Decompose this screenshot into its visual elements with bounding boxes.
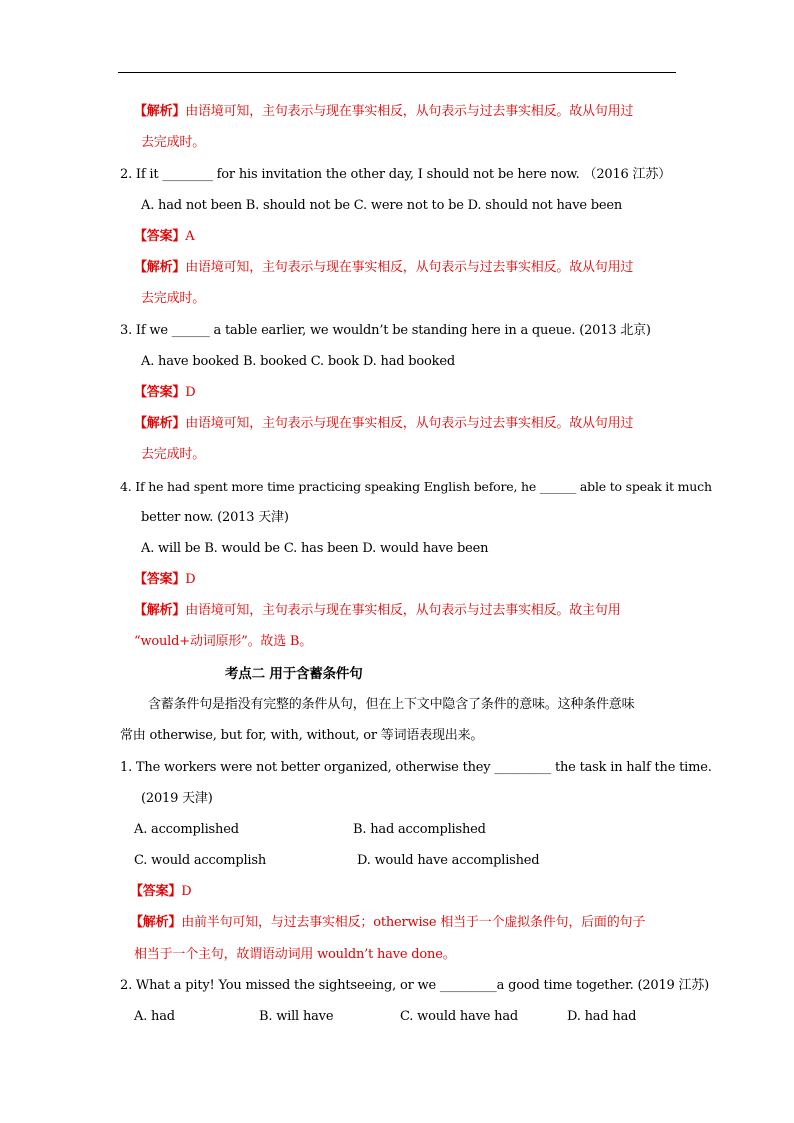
- option-c: C. would accomplish: [134, 853, 267, 868]
- option-a: A. had: [134, 1009, 175, 1024]
- section-heading: 考点二 用于含蓄条件句: [225, 666, 363, 682]
- analysis-q3-cont: 去完成时。: [141, 447, 206, 462]
- question-s2-2: 2. What a pity! You missed the sightseeing, or we _________a good time together. (2019 江苏): [120, 978, 710, 993]
- answer-s2-1: 【答案】D: [130, 884, 192, 899]
- option-d: D. had had: [567, 1009, 637, 1024]
- option-b: B. had accomplished: [353, 822, 486, 837]
- question-3: 3. If we ______ a table earlier, we wouldn’t be standing here in a queue. (2013 北京): [120, 323, 651, 338]
- analysis-label: 【解析】: [134, 104, 186, 119]
- analysis-q4: 【解析】由语境可知，主句表示与现在事实相反，从句表示与过去事实相反。故主句用: [134, 603, 621, 618]
- option-b: B. will have: [259, 1009, 334, 1024]
- analysis-s2-1: 【解析】由前半句可知，与过去事实相反；otherwise 相当于一个虚拟条件句，后面的句子: [130, 915, 646, 930]
- analysis-line-cont: 去完成时。: [141, 135, 206, 150]
- analysis-line: 【解析】由语境可知，主句表示与现在事实相反，从句表示与过去事实相反。故从句用过: [134, 104, 634, 119]
- question-s2-1: 1. The workers were not better organized, otherwise they _________ the task in half the time.: [120, 760, 712, 775]
- header-rule: [118, 72, 676, 73]
- section-intro-cont: 常由 otherwise, but for, with, without, or 等词语表现出来。: [120, 728, 484, 743]
- answer-q4: 【答案】D: [134, 572, 196, 587]
- question-4-cont: better now. (2013 天津): [141, 510, 289, 525]
- answer-q2: 【答案】A: [134, 229, 195, 244]
- analysis-q3: 【解析】由语境可知，主句表示与现在事实相反，从句表示与过去事实相反。故从句用过: [134, 416, 634, 431]
- analysis-q4-cont: “would+动词原形”。故选 B。: [134, 634, 313, 649]
- option-d: D. would have accomplished: [357, 853, 540, 868]
- section-intro: 含蓄条件句是指没有完整的条件从句，但在上下文中隐含了条件的意味。这种条件意味: [148, 697, 635, 712]
- analysis-q2-cont: 去完成时。: [141, 291, 206, 306]
- question-2: 2. If it ________ for his invitation the other day, I should not be here now. （2016 江苏）: [120, 167, 671, 182]
- question-4: 4. If he had spent more time practicing speaking English before, he ______ able to speak it much: [120, 479, 712, 494]
- analysis-s2-1-cont: 相当于一个主句，故谓语动词用 wouldn’t have done。: [134, 947, 456, 962]
- options-q2: A. had not been B. should not be C. were not to be D. should not have been: [141, 198, 623, 213]
- options-q4: A. will be B. would be C. has been D. would have been: [141, 541, 489, 556]
- analysis-q2: 【解析】由语境可知，主句表示与现在事实相反，从句表示与过去事实相反。故从句用过: [134, 260, 634, 275]
- options-q3: A. have booked B. booked C. book D. had booked: [141, 354, 455, 369]
- option-c: C. would have had: [400, 1009, 519, 1024]
- question-s2-1-source: (2019 天津): [141, 791, 213, 806]
- answer-q3: 【答案】D: [134, 385, 196, 400]
- option-a: A. accomplished: [134, 822, 239, 837]
